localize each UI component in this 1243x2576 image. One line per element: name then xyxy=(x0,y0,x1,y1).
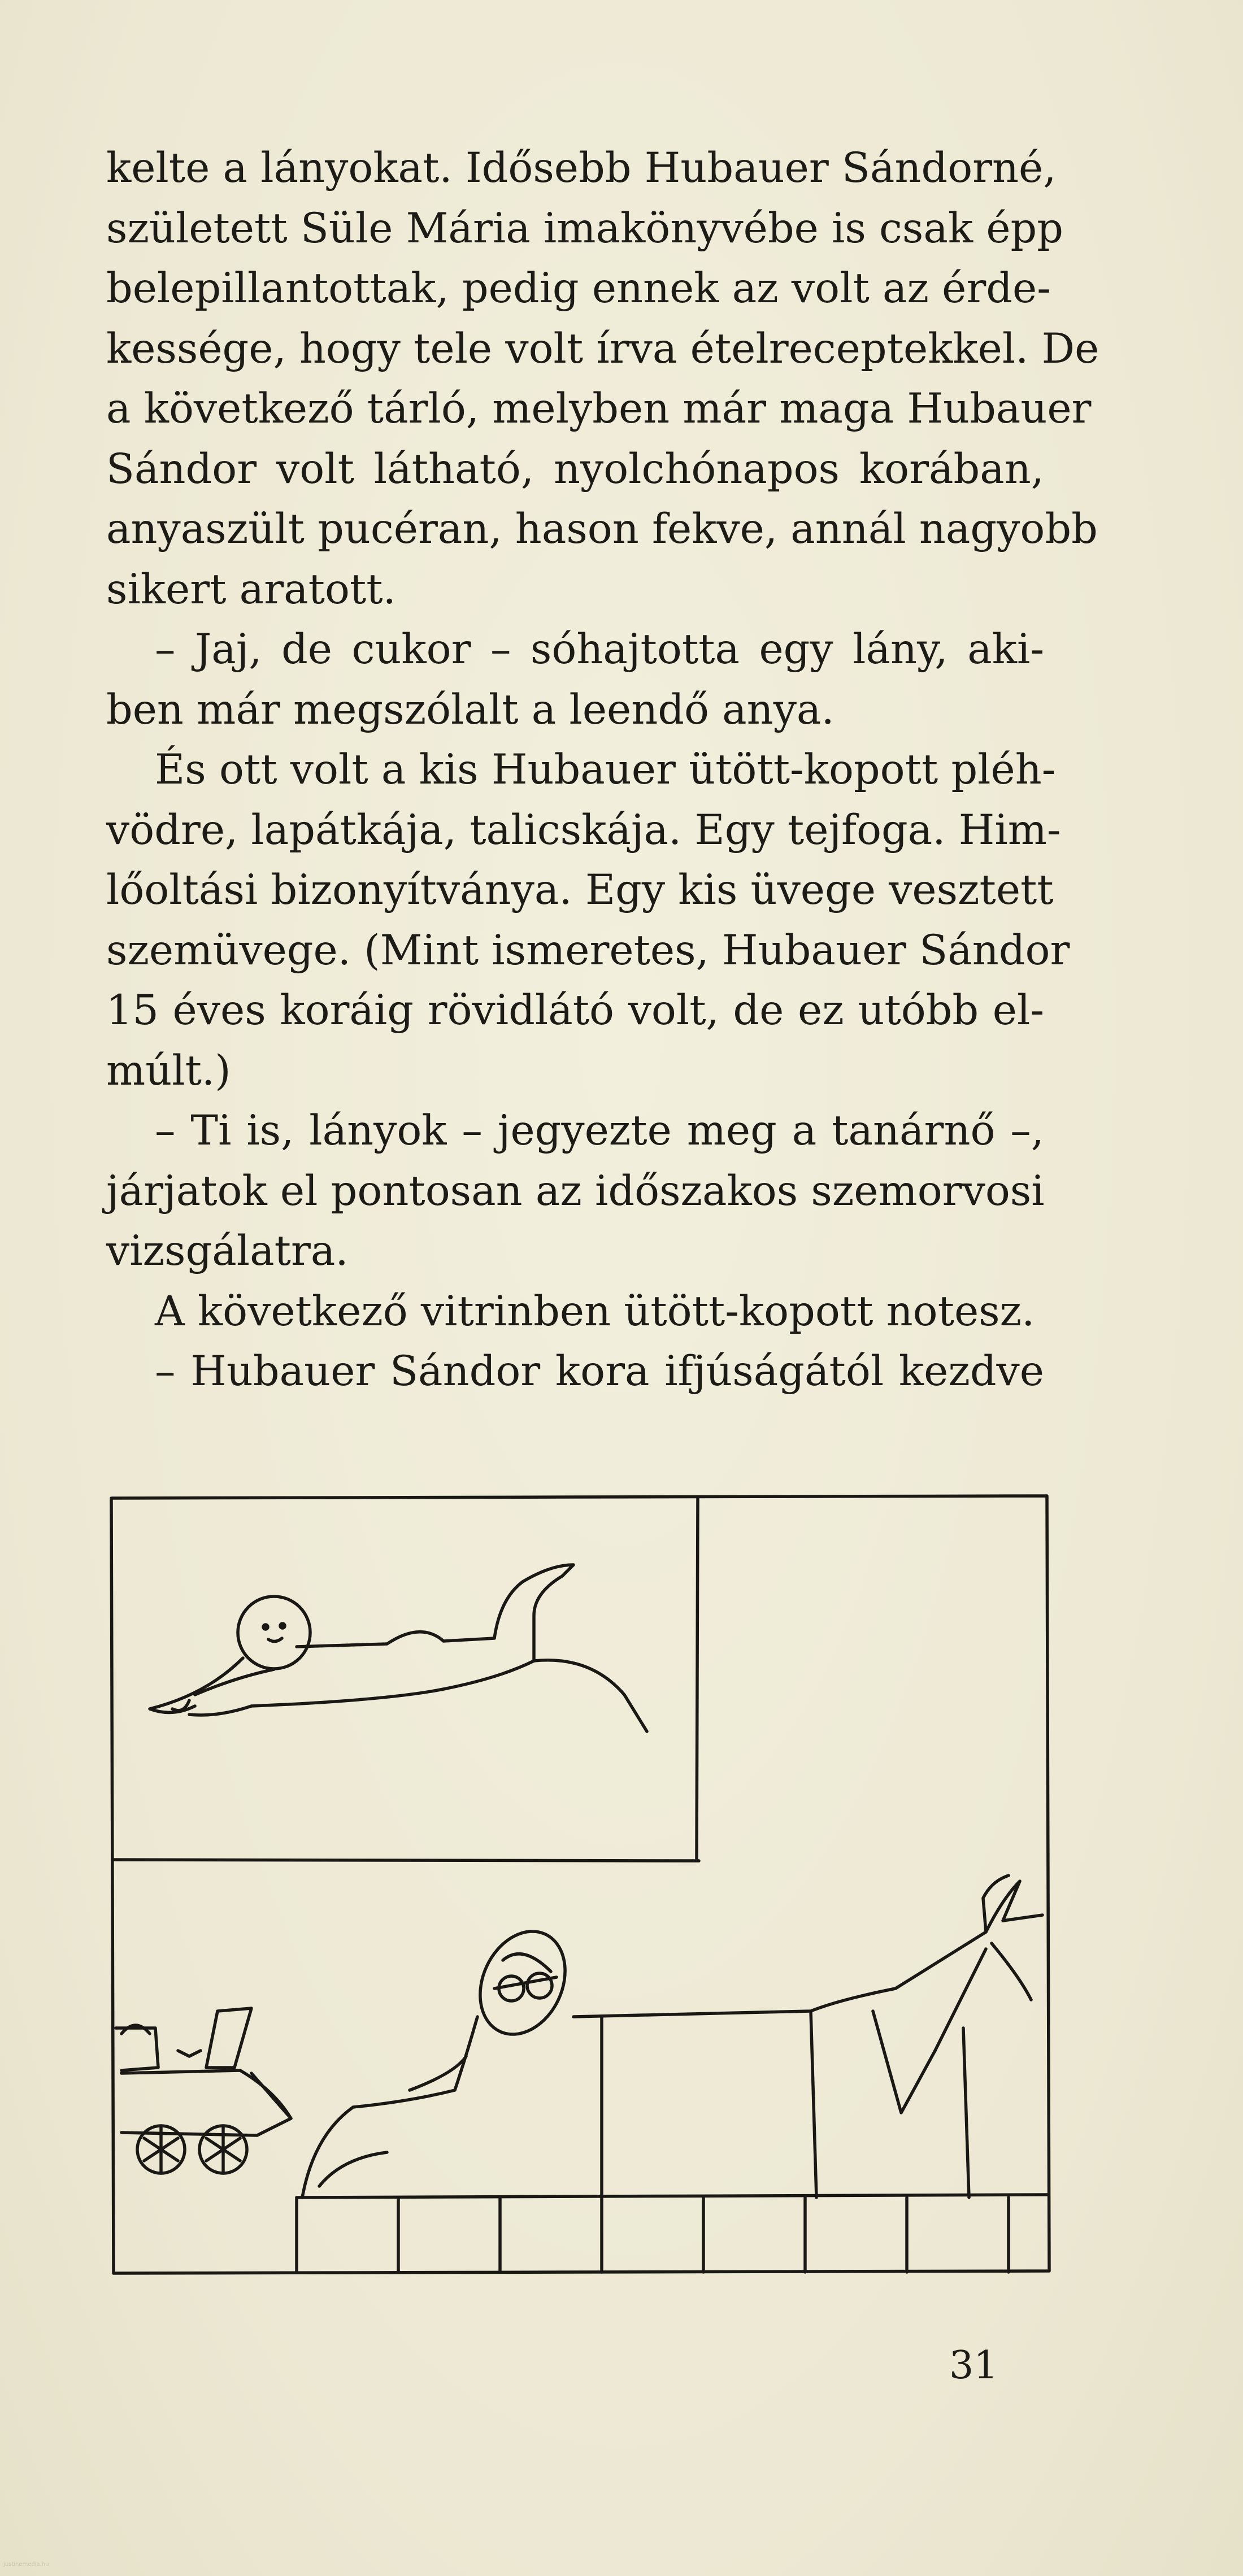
baby-figure xyxy=(150,1565,647,1731)
text-line: És ott volt a kis Hubauer ütött-kopott pléh- xyxy=(155,746,1056,794)
text-line: lőoltási bizonyítványa. Egy kis üvege vesztett xyxy=(106,866,1054,914)
text-line: A következő vitrinben ütött-kopott notesz. xyxy=(155,1287,1035,1335)
text-line: sikert aratott. xyxy=(106,565,396,613)
text-line: – Hubauer Sándor kora ifjúságától kezdve xyxy=(155,1347,1044,1395)
text-line: kelte a lányokat. Idősebb Hubauer Sándorné, xyxy=(106,144,1057,192)
body-text xyxy=(106,138,1099,1402)
text-line: – Jaj, de cukor – sóhajtotta egy lány, aki- xyxy=(155,625,1044,673)
text-line: múlt.) xyxy=(106,1046,231,1095)
text-line: belepillantottak, pedig ennek az volt az érde- xyxy=(106,264,1051,312)
text-line: szemüvege. (Mint ismeretes, Hubauer Sándor xyxy=(106,926,1070,974)
text-line: kessége, hogy tele volt írva ételreceptekkel. De xyxy=(106,324,1099,373)
text-line: anyaszült pucéran, hason fekve, annál nagyobb xyxy=(106,505,1098,553)
text-line: – Ti is, lányok – jegyezte meg a tanárnő –, xyxy=(155,1107,1044,1155)
ground-bricks xyxy=(297,2195,1048,2272)
illustration-frame xyxy=(111,1496,1049,2273)
text-line: vödre, lapátkája, talicskája. Egy tejfoga. Him- xyxy=(106,806,1061,854)
text-line: járjatok el pontosan az időszakos szemorvosi xyxy=(106,1167,1045,1215)
text-line: vizsgálatra. xyxy=(106,1227,349,1275)
text-line: a következő tárló, melyben már maga Hubauer xyxy=(106,385,1092,433)
text-line: Sándor volt látható, nyolchónapos korában, xyxy=(106,445,1044,493)
text-line: 15 éves koráig rövidlátó volt, de ez utóbb el- xyxy=(106,986,1044,1034)
text-line: született Süle Mária imakönyvébe is csak épp xyxy=(106,204,1064,253)
toys xyxy=(116,2008,291,2173)
lying-figure xyxy=(302,1876,1042,2198)
text-line: ben már megszólalt a leendő anya. xyxy=(106,685,835,734)
line-drawing-illustration xyxy=(105,1491,1054,2282)
page-number: 31 xyxy=(949,2343,998,2388)
scan-watermark: justinemedia.hu xyxy=(3,2561,49,2568)
